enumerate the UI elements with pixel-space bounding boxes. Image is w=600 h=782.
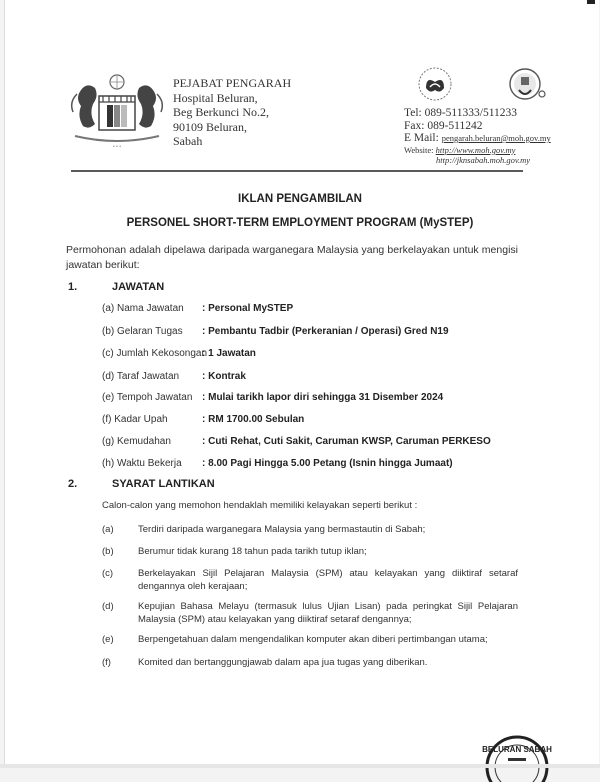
document-title: IKLAN PENGAMBILAN xyxy=(238,193,362,205)
intro-paragraph: Permohonan adalah dipelawa daripada warganegara Malaysia yang berkelayakan untuk mengisi jawatan berikut: xyxy=(66,244,518,271)
requirement-item xyxy=(102,657,518,670)
website-link-jkn[interactable]: http://jknsabah.moh.gov.my xyxy=(436,154,531,165)
requirement-letter: (d) xyxy=(102,601,114,612)
contact-info xyxy=(404,107,551,165)
document-page xyxy=(4,0,599,768)
section-2-number: 2. xyxy=(68,478,78,490)
email-label: E Mail: xyxy=(404,132,442,144)
office-postcode: 90109 Beluran, xyxy=(173,119,247,134)
website-link-moh[interactable]: http://www.moh.gov.my xyxy=(435,144,516,155)
requirements-intro: Calon-calon yang memohon hendaklah memiliki kelayakan seperti berikut : xyxy=(102,500,418,511)
page-bottom-edge xyxy=(0,764,600,768)
job-row xyxy=(102,348,256,359)
office-mailbag: Beg Berkunci No.2, xyxy=(173,105,269,119)
job-row-value: : 1 Jawatan xyxy=(202,348,256,359)
website-line xyxy=(404,145,551,155)
requirement-letter: (a) xyxy=(102,524,114,535)
requirement-text: Terdiri daripada warganegara Malaysia yang bermastautin di Sabah; xyxy=(138,524,426,535)
header-divider xyxy=(71,170,523,172)
job-row xyxy=(102,392,443,403)
job-row-label: (a) Nama Jawatan xyxy=(102,303,184,314)
job-row xyxy=(102,414,304,425)
requirement-letter: (e) xyxy=(102,634,114,645)
job-row-label: (d) Taraf Jawatan xyxy=(102,371,180,382)
job-row-label: (c) Jumlah Kekosongan xyxy=(102,348,208,359)
job-row-label: (e) Tempoh Jawatan xyxy=(102,392,193,403)
job-row xyxy=(102,458,453,469)
office-address xyxy=(173,76,291,149)
email-line xyxy=(404,132,551,145)
section-1-number: 1. xyxy=(68,281,78,293)
job-row-value: : 8.00 Pagi Hingga 5.00 Petang (Isnin hingga Jumaat) xyxy=(202,458,453,469)
website-label: Website: xyxy=(404,144,436,155)
job-row-value: : Mulai tarikh lapor diri sehingga 31 Disember 2024 xyxy=(202,392,444,403)
requirement-item xyxy=(102,634,518,647)
job-row xyxy=(102,436,491,447)
job-row-value: : Pembantu Tadbir (Perkeranian / Operasi) Gred N19 xyxy=(202,326,449,337)
requirement-letter: (c) xyxy=(102,568,114,579)
job-row-label: (g) Kemudahan xyxy=(102,436,171,447)
moh-logo xyxy=(505,64,549,104)
requirement-letter: (f) xyxy=(102,657,111,668)
requirement-text: Kepujian Bahasa Melayu (termasuk lulus Ujian Lisan) pada peringkat Sijil Pelajaran Malaysia (SPM) atau kelayakan yang diiktiraf setaraf dengannya; xyxy=(138,601,518,625)
job-row-value: : Personal MySTEP xyxy=(202,303,294,314)
office-name: PEJABAT PENGARAH xyxy=(173,76,292,90)
coat-of-arms-logo xyxy=(67,72,167,150)
requirement-letter: (b) xyxy=(102,546,114,557)
email-link[interactable]: pengarah.beluran@moh.gov.my xyxy=(441,133,551,143)
job-row-label: (b) Gelaran Tugas xyxy=(102,326,183,337)
requirement-text: Berumur tidak kurang 18 tahun pada tarikh tutup iklan; xyxy=(138,546,367,557)
requirement-text: Berkelayakan Sijil Pelajaran Malaysia (SPM) atau kelayakan yang diiktiraf setaraf dengannya oleh kerajaan; xyxy=(138,568,518,592)
section-2-title: SYARAT LANTIKAN xyxy=(112,478,215,490)
office-state: Sabah xyxy=(173,134,203,148)
job-row-label: (f) Kadar Upah xyxy=(102,414,168,425)
office-hospital: Hospital Beluran, xyxy=(173,90,258,105)
requirement-item xyxy=(102,568,518,593)
stamp-text: BELURAN SABAH xyxy=(482,745,552,754)
job-row xyxy=(102,326,449,337)
job-row-value: : Cuti Rehat, Cuti Sakit, Caruman KWSP, Caruman PERKESO xyxy=(202,436,491,447)
section-1-title: JAWATAN xyxy=(112,281,165,293)
requirement-text: Komited dan bertanggungjawab dalam apa jua tugas yang diberikan. xyxy=(138,657,428,668)
requirement-item xyxy=(102,546,518,559)
job-row-label: (h) Waktu Bekerja xyxy=(102,458,182,469)
requirement-item xyxy=(102,524,518,537)
telephone: Tel: 089-511333/511233 xyxy=(404,107,518,119)
job-row xyxy=(102,303,293,314)
document-subtitle: PERSONEL SHORT-TERM EMPLOYMENT PROGRAM (MySTEP) xyxy=(126,217,474,229)
official-stamp xyxy=(482,732,552,782)
fax: Fax: 089-511242 xyxy=(404,119,483,132)
job-row-value: : RM 1700.00 Sebulan xyxy=(202,414,305,425)
job-row-value: : Kontrak xyxy=(202,371,246,382)
hospital-logo xyxy=(417,66,453,102)
job-row xyxy=(102,371,246,382)
page-corner-mark xyxy=(587,0,595,4)
svg-text:• • •: • • • xyxy=(112,144,122,150)
requirement-item xyxy=(102,601,518,626)
requirement-text: Berpengetahuan dalam mengendalikan komputer akan diberi pertimbangan utama; xyxy=(138,634,488,645)
